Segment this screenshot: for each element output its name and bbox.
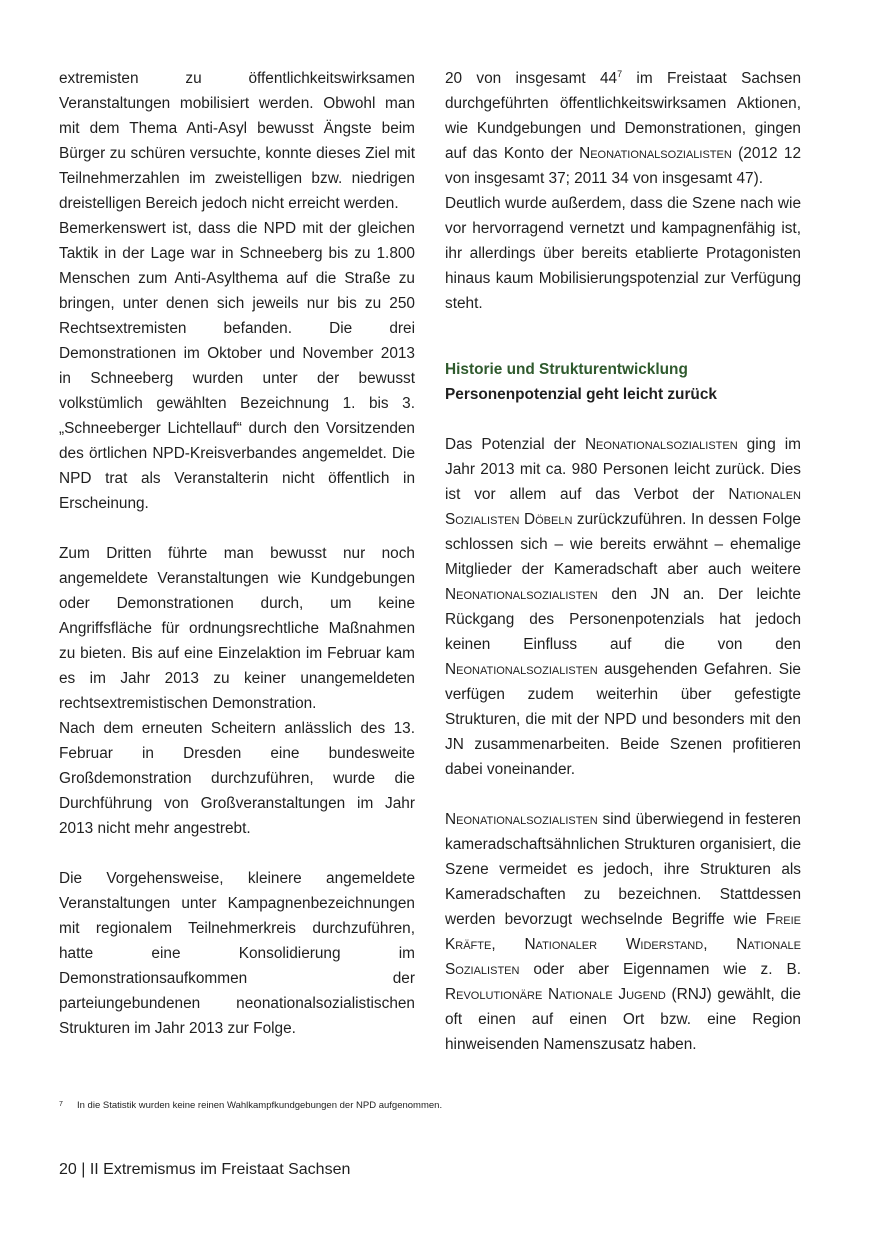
text-run: ging im Jahr 2013 mit ca. 980 Personen leicht zurück. Dies ist vor allem auf das Verbot der <box>445 436 801 503</box>
text-run: , <box>491 936 525 953</box>
text-run: im Freistaat Sachsen durchgeführten öffentlichkeitswirksamen Aktionen, wie Kundgebungen und Demonstrationen, gingen auf das Konto der <box>445 70 801 162</box>
text-run: Das Potenzial der <box>445 436 585 453</box>
text-run: den JN an. Der leichte Rückgang des Personenpotenzials hat jedoch keinen Einfluss auf die von den <box>445 586 801 653</box>
organization-name: Nationale Sozialisten <box>445 936 801 978</box>
right-column <box>445 66 801 1057</box>
organization-name: Nationalen Sozialisten Döbeln <box>445 486 801 528</box>
organization-name: Neonationalsozialisten <box>445 661 598 678</box>
text-run: (RNJ) gewählt, die oft einen auf einen Ort bzw. eine Region hinweisenden Namenszusatz haben. <box>445 986 801 1053</box>
organization-name: Nationaler Widerstand <box>524 936 704 953</box>
body-paragraph <box>445 66 801 191</box>
text-run: ausgehenden Gefahren. Sie verfügen zudem weiterhin über gefestigte Strukturen, die mit der NPD und besonders mit den JN zusammenarbeiten. Beide Szenen profitieren dabei voneinander. <box>445 661 801 778</box>
text-run: , <box>703 936 737 953</box>
text-run: oder aber Eigennamen wie z. B. <box>519 961 801 978</box>
body-paragraph: Die Vorgehensweise, kleinere angemeldete Veranstaltungen unter Kampagnenbezeichnungen mit regionalem Teilnehmerkreis durchzuführen, hatte eine Konsolidierung im Demonstrationsaufkommen der parteiungebundenen neonationalsozialistischen Strukturen im Jahr 2013 zur Folge. <box>59 870 415 1037</box>
body-paragraph: extremisten zu öffentlichkeitswirksamen Veranstaltungen mobilisiert werden. Obwohl man mit dem Thema Anti-Asyl bewusst Ängste beim Bürger zu schüren versuchte, konnte dieses Ziel mit Teilnehmerzahlen im zweistelligen bzw. niedrigen dreistelligen Bereich jedoch nicht erreicht werden. <box>59 70 415 212</box>
body-paragraph: Bemerkenswert ist, dass die NPD mit der gleichen Taktik in der Lage war in Schneeberg bis zu 1.800 Menschen zum Anti-Asylthema auf die Straße zu bringen, unter denen sich jeweils nur bis zu 250 Rechtsextremisten befanden. Die drei Demonstrationen im Oktober und November 2013 in Schneeberg wurden unter der bewusst volkstümlich gewählten Bezeichnung 1. bis 3. „Schneeberger Lichtellauf“ durch den Vorsitzenden des örtlichen NPD-Kreisverbandes angemeldet. Die NPD trat als Veranstalterin nicht öffentlich in Erscheinung. <box>59 220 415 512</box>
body-paragraph <box>445 807 801 1057</box>
left-column <box>59 66 415 1041</box>
body-paragraph: Deutlich wurde außerdem, dass die Szene nach wie vor hervorragend vernetzt und kampagnenfähig ist, ihr allerdings über bereits etablierte Protagonisten hinaus kaum Mobilisierungspotenzial zur Verfügung steht. <box>445 195 801 312</box>
footnote-reference: 7 <box>617 68 623 79</box>
body-paragraph <box>445 432 801 782</box>
organization-name: Freie Kräfte <box>445 911 801 953</box>
organization-name: Neonationalsozialisten <box>579 145 732 162</box>
footnote-mark: 7 <box>59 1101 63 1108</box>
text-run: 20 von insgesamt 44 <box>445 70 618 87</box>
text-run: zurückzuführen. In dessen Folge schlossen sich – wie bereits erwähnt – ehemalige Mitglieder der Kameradschaft aber auch weitere <box>445 511 801 578</box>
organization-name: Neonationalsozialisten <box>445 586 598 603</box>
text-run: (2012 12 von insgesamt 37; 2011 34 von insgesamt 47). <box>445 145 801 187</box>
footnote <box>59 1098 801 1113</box>
section-subheading: Personenpotenzial geht leicht zurück <box>445 386 717 403</box>
organization-name: Neonationalsozialisten <box>584 436 738 453</box>
body-paragraph: Zum Dritten führte man bewusst nur noch angemeldete Veranstaltungen wie Kundgebungen oder Demonstrationen durch, um keine Angriffsfläche für ordnungsrechtliche Maßnahmen zu bieten. Bis auf eine Einzelaktion im Februar kam es im Jahr 2013 zu keiner unangemeldeten rechtsextremistischen Demonstration. <box>59 545 415 712</box>
page-footer: 20 | II Extremismus im Freistaat Sachsen <box>59 1161 351 1178</box>
section-heading: Historie und Strukturentwicklung <box>445 361 688 378</box>
organization-name: Neonationalsozialisten <box>445 811 598 828</box>
body-paragraph: Nach dem erneuten Scheitern anlässlich des 13. Februar in Dresden eine bundesweite Großdemonstration durchzuführen, wurde die Durchführung von Großveranstaltungen im Jahr 2013 nicht mehr angestrebt. <box>59 720 415 837</box>
footnote-text: In die Statistik wurden keine reinen Wahlkampfkundgebungen der NPD aufgenommen. <box>77 1100 443 1111</box>
text-run: sind überwiegend in festeren kameradschaftsähnlichen Strukturen organisiert, die Szene vermeidet es jedoch, ihre Strukturen als Kameradschaften zu bezeichnen. Stattdessen werden bevorzugt wechselnde Begriffe wie <box>445 811 801 928</box>
organization-name: Revolutionäre Nationale Jugend <box>445 986 666 1003</box>
